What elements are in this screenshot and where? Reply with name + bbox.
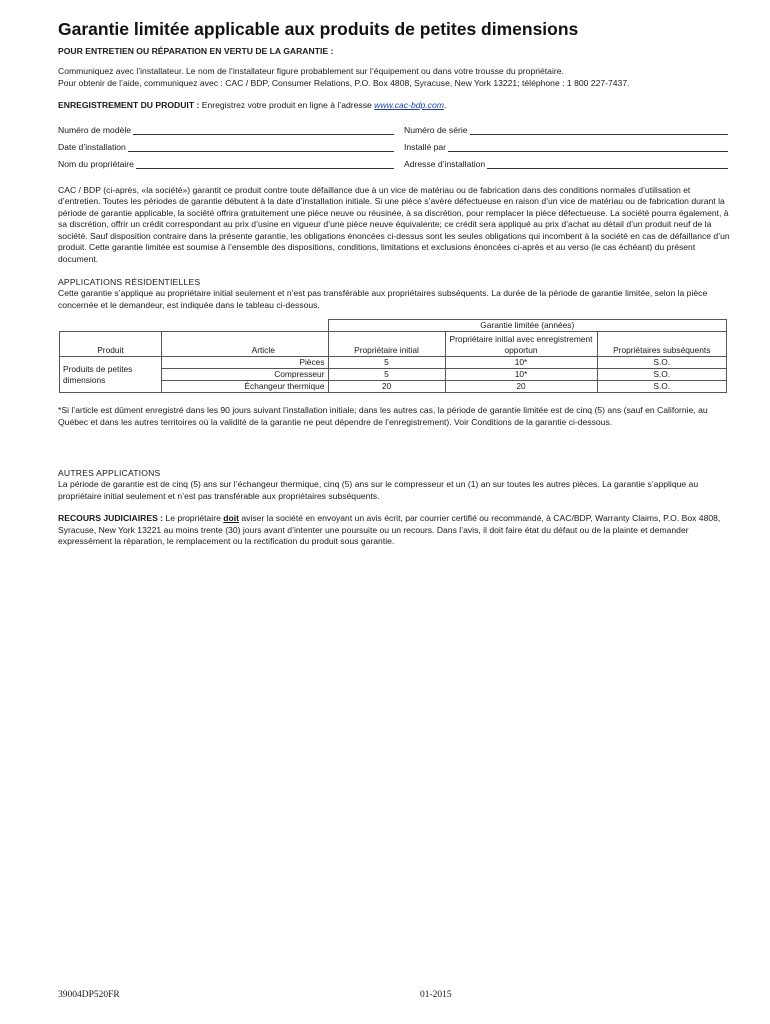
registration-label: ENREGISTREMENT DU PRODUIT : [58, 100, 200, 110]
service-line-2: Pour obtenir de l’aide, communiquez avec : CAC / BDP, Consumer Relations, P.O. Box 4808, Syracuse, New York 13221; téléphone : 1 800 227-7437. [58, 77, 630, 88]
installed-by-label: Installé par [404, 141, 447, 152]
service-heading: POUR ENTRETIEN OU RÉPARATION EN VERTU DE LA GARANTIE : [58, 46, 334, 56]
row-owner-reg: 10* [445, 369, 597, 381]
footnote: *Si l’article est dûment enregistré dans les 90 jours suivant l’installation initiale; dans les autres cas, la période de garantie limitée est de cinq (5) ans (sauf en Californie, au Québec et dans les autres territoires où la validité de la garantie ne peut dépendre de l’enregistrement). Voir Conditions de la garantie ci-dessous. [58, 405, 708, 427]
serial-number-line[interactable] [470, 126, 728, 135]
legal-emphasis: doit [223, 513, 239, 523]
document-date: 01-2015 [420, 990, 452, 1000]
legal-label: RECOURS JUDICIAIRES : [58, 513, 164, 523]
legal-paragraph [58, 513, 734, 548]
row-article: Échangeur thermique [162, 381, 329, 393]
legal-pre: Le propriétaire [163, 513, 224, 523]
col-owner: Propriétaire initial [328, 332, 445, 357]
intro-paragraph: CAC / BDP (ci-après, «la société») garantit ce produit contre toute défaillance due à un vice de matériau ou de fabrication dans des conditions normales d’utilisation et d’entretien. Toutes les périodes de garantie débutent à la date d’installation initiale. Si une pièce s’avère défectueuse en raison d’un vice de matériau ou de fabrication durant la période de garantie applicable, la société offrira gratuitement une pièce neuve ou réusinée, à sa discrétion, pour remplacer la pièce défectueuse. La société pourra également, à sa discrétion, offrir un crédit correspondant au prix d’usine en vigueur d’une pièce neuve équivalente; ce crédit sera appliqué au prix d’achat au détail d’un produit neuf de la société. Sauf disposition contraire dans la présente garantie, les obligations énoncées ci-dessus sont les seules obligations qui incombent à la société en cas de défaillance d’un produit. Cette garantie limitée est soumise à l’ensemble des dispositions, conditions, limitations et exclusions énoncées ci-après et au verso (le cas échéant) du présent document. [58, 184, 730, 264]
product-name: Produits de petites dimensions [60, 357, 162, 393]
install-address-line[interactable] [487, 160, 728, 169]
owner-name-field[interactable] [58, 159, 404, 169]
installed-by-line[interactable] [448, 143, 728, 152]
installed-by-field[interactable] [404, 142, 734, 152]
install-date-line[interactable] [128, 143, 394, 152]
row-subsequent: S.O. [597, 369, 727, 381]
install-date-label: Date d’installation [58, 141, 126, 152]
owner-name-label: Nom du propriétaire [58, 158, 134, 169]
registration-text: Enregistrez votre produit en ligne à l’adresse [199, 100, 375, 110]
row-owner-reg: 20 [445, 381, 597, 393]
residential-title: APPLICATIONS RÉSIDENTIELLES [58, 277, 201, 287]
col-owner-reg: Propriétaire initial avec enregistrement opportun [445, 332, 597, 357]
group-header: Garantie limitée (années) [328, 320, 727, 332]
registration-link[interactable]: www.cac-bdp.com [374, 100, 444, 110]
legal-post: aviser la société en envoyant un avis écrit, par courrier certifié ou recommandé, à CAC/BDP, Warranty Claims, P.O. Box 4808, Syracuse, New York 13221 au moins trente (30) jours avant d’intenter une poursuite ou un recours. Dans l’avis, il doit faire état du défaut ou de la plainte et demander expressément la réparation, le remplacement ou la rectification du produit sous garantie. [58, 513, 721, 546]
warranty-table [59, 319, 727, 393]
owner-info-fields [58, 125, 734, 169]
serial-number-field[interactable] [404, 125, 734, 135]
model-number-field[interactable] [58, 125, 404, 135]
serial-number-label: Numéro de série [404, 124, 468, 135]
document-id: 39004DP520FR [58, 990, 120, 1000]
service-line-1: Communiquez avec l’installateur. Le nom de l’installateur figure probablement sur l’équipement ou dans votre trousse du propriétaire. [58, 66, 564, 76]
install-address-label: Adresse d’installation [404, 158, 486, 169]
page-title: Garantie limitée applicable aux produits de petites dimensions [58, 19, 579, 39]
col-subsequent: Propriétaires subséquents [597, 332, 727, 357]
warranty-document [58, 18, 734, 548]
registration-end: . [443, 100, 447, 110]
col-product: Produit [60, 332, 162, 357]
model-number-label: Numéro de modèle [58, 124, 132, 135]
install-date-field[interactable] [58, 142, 404, 152]
residential-text: Cette garantie s’applique au propriétaire initial seulement et n’est pas transférable aux propriétaires subséquents. La durée de la période de garantie limitée, selon la pièce concernée et le demandeur, est indiquée dans le tableau ci-dessous. [58, 288, 708, 310]
row-article: Compresseur [162, 369, 329, 381]
model-number-line[interactable] [133, 126, 394, 135]
other-applications-title: AUTRES APPLICATIONS [58, 468, 161, 478]
row-owner: 5 [328, 357, 445, 369]
col-article: Article [162, 332, 329, 357]
row-owner: 20 [328, 381, 445, 393]
owner-name-line[interactable] [136, 160, 394, 169]
table-row [60, 357, 727, 369]
row-subsequent: S.O. [597, 357, 727, 369]
row-owner-reg: 10* [445, 357, 597, 369]
row-subsequent: S.O. [597, 381, 727, 393]
row-owner: 5 [328, 369, 445, 381]
row-article: Pièces [162, 357, 329, 369]
install-address-field[interactable] [404, 159, 734, 169]
other-applications-text: La période de garantie est de cinq (5) ans sur l’échangeur thermique, cinq (5) ans sur le compresseur et un (1) an sur toutes les autres pièces. La garantie s’applique au propriétaire initial seulement et n’est pas transférable aux propriétaires subséquents. [58, 479, 699, 501]
registration-line [58, 100, 734, 112]
